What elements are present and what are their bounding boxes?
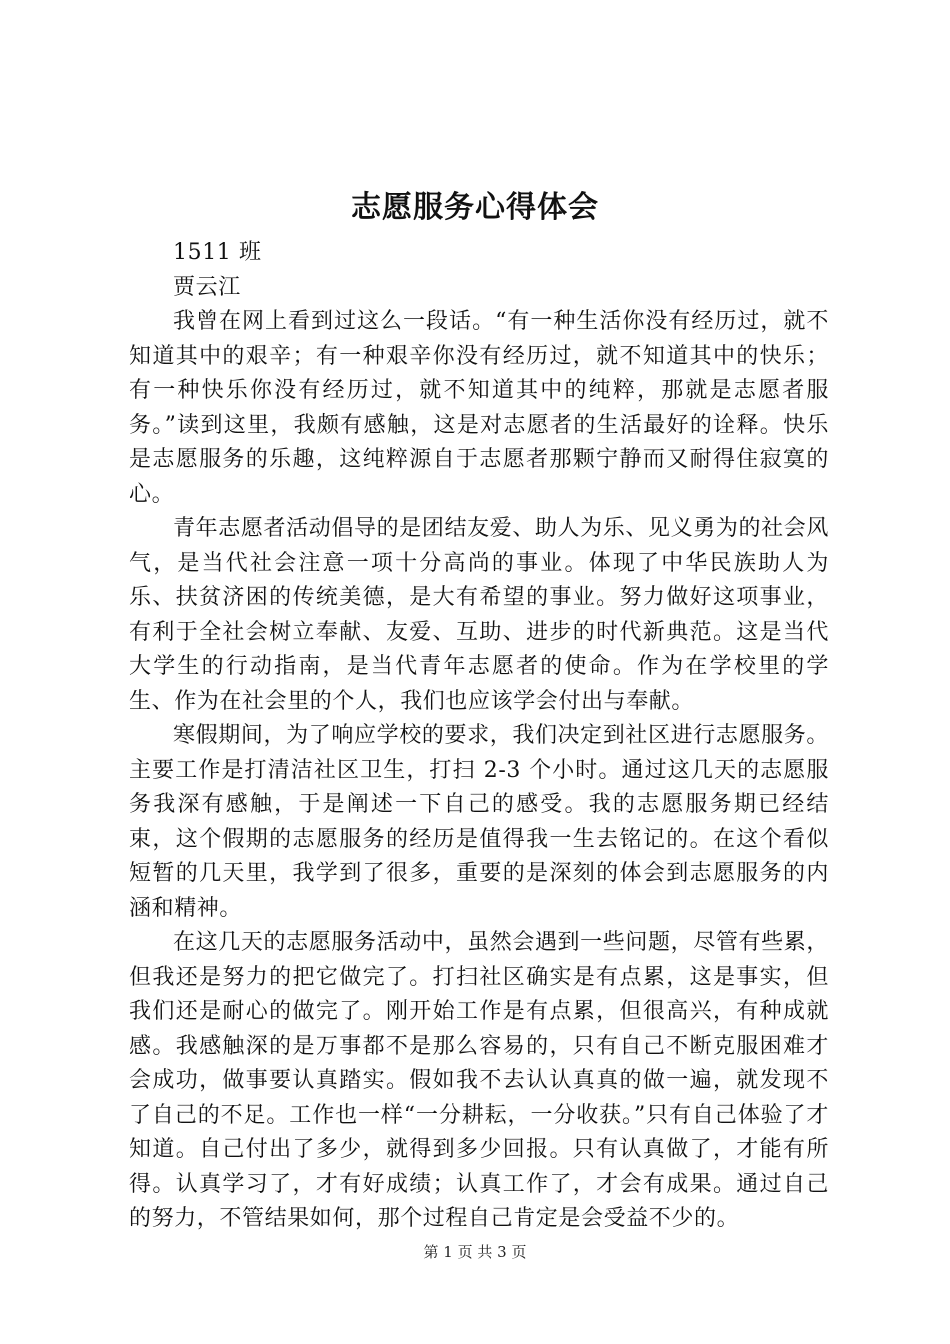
paragraph-1: 我曾在网上看到过这么一段话。“有一种生活你没有经历过，就不知道其中的艰辛；有一种艰辛你没有经历过，就不知道其中的快乐；有一种快乐你没有经历过，就不知道其中的纯粹，那就是志愿者服务。”读到这里，我颇有感触，这是对志愿者的生活最好的诠释。快乐是志愿服务的乐趣，这纯粹源自于志愿者那颗宁静而又耐得住寂寞的心。	[129, 309, 829, 507]
paragraph-4: 在这几天的志愿服务活动中，虽然会遇到一些问题，尽管有些累，但我还是努力的把它做完了。打扫社区确实是有点累，这是事实，但我们还是耐心的做完了。刚开始工作是有点累，但很高兴，有种成就感。我感触深的是万事都不是那么容易的，只有自己不断克服困难才会成功，做事要认真踏实。假如我不去认认真真的做一遍，就发现不了自己的不足。工作也一样“一分耕耘，一分收获。”只有自己体验了才知道。自己付出了多少，就得到多少回报。只有认真做了，才能有所得。认真学习了，才有好成绩；认真工作了，才会有成果。通过自己的努力，不管结果如何，那个过程自己肯定是会受益不少的。	[129, 930, 829, 1231]
paragraph-2: 青年志愿者活动倡导的是团结友爱、助人为乐、见义勇为的社会风气，是当代社会注意一项十分高尚的事业。体现了中华民族助人为乐、扶贫济困的传统美德，是大有希望的事业。努力做好这项事业，有利于全社会树立奉献、友爱、互助、进步的时代新典范。这是当代大学生的行动指南，是当代青年志愿者的使命。作为在学校里的学生、作为在社会里的个人，我们也应该学会付出与奉献。	[129, 516, 829, 714]
author-name: 贾云江	[173, 274, 241, 300]
class-label: 1511 班	[173, 240, 262, 265]
document-title: 志愿服务心得体会	[351, 190, 599, 225]
page-footer: 第 1 页 共 3 页	[423, 1243, 527, 1261]
document-body	[129, 236, 829, 1237]
paragraph-3: 寒假期间，为了响应学校的要求，我们决定到社区进行志愿服务。主要工作是打清洁社区卫生，打扫 2-3 个小时。通过这几天的志愿服务我深有感触，于是阐述一下自己的感受。我的志愿服务期已经结束，这个假期的志愿服务的经历是值得我一生去铭记的。在这个看似短暂的几天里，我学到了很多，重要的是深刻的体会到志愿服务的内涵和精神。	[129, 723, 829, 921]
